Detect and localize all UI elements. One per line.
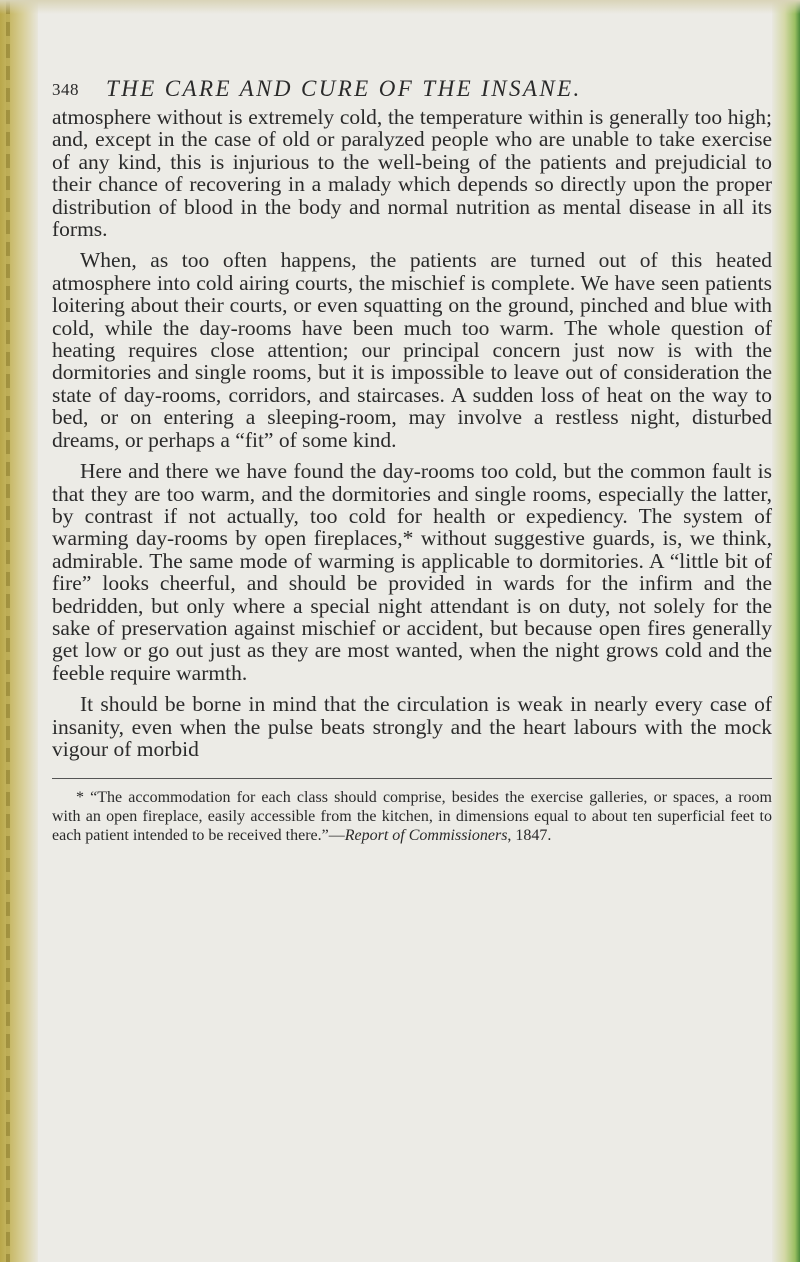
- book-page: [52, 66, 772, 845]
- page-binding-edge: [0, 0, 38, 1262]
- paragraph: Here and there we have found the day-rooms too cold, but the common fault is that they are too warm, and the dormitories and single rooms, especially the latter, by contrast if not actually, too cold for health or expediency. The system of warming day-rooms by open fireplaces,* without suggestive guards, is, we think, admirable. The same mode of warming is applicable to dormitories. A “little bit of fire” looks cheerful, and should be provided in wards for the infirm and the bedridden, but only where a special night attendant is on duty, not solely for the sake of preservation against mischief or accident, but because open fires generally get low or go out just as they are most wanted, when the night grows cold and the feeble require warmth.: [52, 459, 772, 685]
- body-text: [52, 106, 772, 760]
- paragraph: atmosphere without is extremely cold, the temperature within is generally too high; and, except in the case of old or paralyzed people who are unable to take exercise of any kind, this is injurious to the well-being of the patients and prejudicial to their chance of recovering in a malady which depends so directly upon the proper distribution of blood in the body and normal nutrition as mental disease in all its forms.: [52, 105, 772, 242]
- paragraph: It should be borne in mind that the circulation is weak in nearly every case of insanity, even when the pulse beats strongly and the heart labours with the mock vigour of morbid: [52, 692, 772, 761]
- footnote-text: * “The accommodation for each class should comprise, besides the exercise galleries, or spaces, a room with an open fireplace, easily accessible from the kitchen, in dimensions equal to about ten superficial feet to each patient intended to be received there.”—: [52, 789, 772, 844]
- footnote-rule: [52, 778, 772, 779]
- page-fore-edge: [772, 0, 800, 1262]
- page-number: 348: [52, 80, 79, 99]
- footnote-source: Report of Commissioners: [344, 826, 508, 844]
- running-head: [52, 66, 772, 106]
- footnote: [52, 789, 772, 845]
- running-title: THE CARE AND CURE OF THE INSANE.: [106, 76, 582, 101]
- footnote-year: , 1847.: [507, 826, 552, 844]
- paragraph: When, as too often happens, the patients are turned out of this heated atmosphere into cold airing courts, the mischief is complete. We have seen patients loitering about their courts, or even squatting on the ground, pinched and blue with cold, while the day-rooms have been much too warm. The whole question of heating requires close attention; our principal concern just now is with the dormitories and single rooms, but it is impossible to leave out of consideration the state of day-rooms, corridors, and staircases. A sudden loss of heat on the way to bed, or on entering a sleeping-room, may involve a restless night, disturbed dreams, or perhaps a “fit” of some kind.: [52, 248, 772, 452]
- page-top-edge: [0, 0, 800, 14]
